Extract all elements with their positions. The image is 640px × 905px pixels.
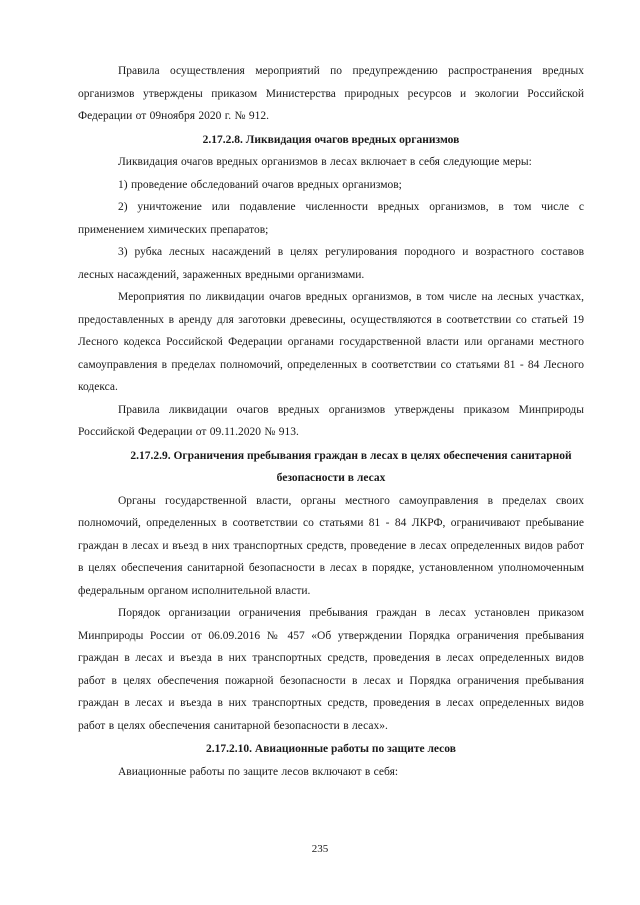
paragraph-elimination-measures-intro: Ликвидация очагов вредных организмов в лесах включает в себя следующие меры: — [118, 156, 532, 168]
list-item-2: 2) уничтожение или подавление численности вредных организмов, в том числе с применением химических препаратов; — [78, 201, 584, 236]
heading-2-17-2-8: 2.17.2.8. Ликвидация очагов вредных организмов — [202, 133, 460, 146]
paragraph-aviation-works-intro: Авиационные работы по защите лесов включают в себя: — [118, 765, 399, 778]
document-page — [78, 60, 584, 783]
paragraph-restriction-order: Порядок организации ограничения пребывания граждан в лесах установлен приказом Минприроды России от 06.09.2016 № 457 «Об утверждении Порядка ограничения пребывания граждан в лесах и въезда в них транспортных средств, проведения в лесах определенных видов работ в целях обеспечения пожарной безопасности в лесах и Порядка ограничения пребывания граждан в лесах и въезда в них транспортных средств, проведения в лесах определенных видов работ в целях обеспечения санитарной безопасности в лесах». — [78, 607, 584, 732]
paragraph-restriction-authorities: Органы государственной власти, органы местного самоуправления в пределах своих полномочий, определенных в соответствии со статьями 81 - 84 ЛКРФ, ограничивают пребывание граждан в лесах и въезд в них транспортных средств, проведение в лесах определенных видов работ в целях обеспечения санитарной безопасности в лесах в порядке, установленном уполномоченным федеральным органом исполнительной власти. — [78, 494, 584, 597]
page-number: 235 — [311, 843, 329, 855]
paragraph-elimination-authorities: Мероприятия по ликвидации очагов вредных организмов, в том числе на лесных участках, предоставленных в аренду для заготовки древесины, осуществляются в соответствии со статьей 19 Лесного кодекса Российской Федерации органами государственной власти или органами местного самоуправления в пределах полномочий, определенных в соответствии со статьями 81 - 84 Лесного кодекса. — [78, 291, 584, 393]
heading-2-17-2-9: 2.17.2.9. Ограничения пребывания граждан в лесах в целях обеспечения санитарной безопасности в лесах — [130, 449, 572, 484]
paragraph-pest-spread-rules: Правила осуществления мероприятий по предупреждению распространения вредных организмов утверждены приказом Министерства природных ресурсов и экологии Российской Федерации от 09ноября 2020 г. № 912. — [78, 65, 584, 122]
list-item-3: 3) рубка лесных насаждений в целях регулирования породного и возрастного составов лесных насаждений, зараженных вредными организмами. — [78, 246, 584, 281]
list-item-1: 1) проведение обследований очагов вредных организмов; — [118, 178, 402, 191]
paragraph-elimination-rules: Правила ликвидации очагов вредных организмов утверждены приказом Минприроды Российской Федерации от 09.11.2020 № 913. — [78, 403, 584, 438]
heading-2-17-2-10: 2.17.2.10. Авиационные работы по защите лесов — [206, 743, 456, 755]
